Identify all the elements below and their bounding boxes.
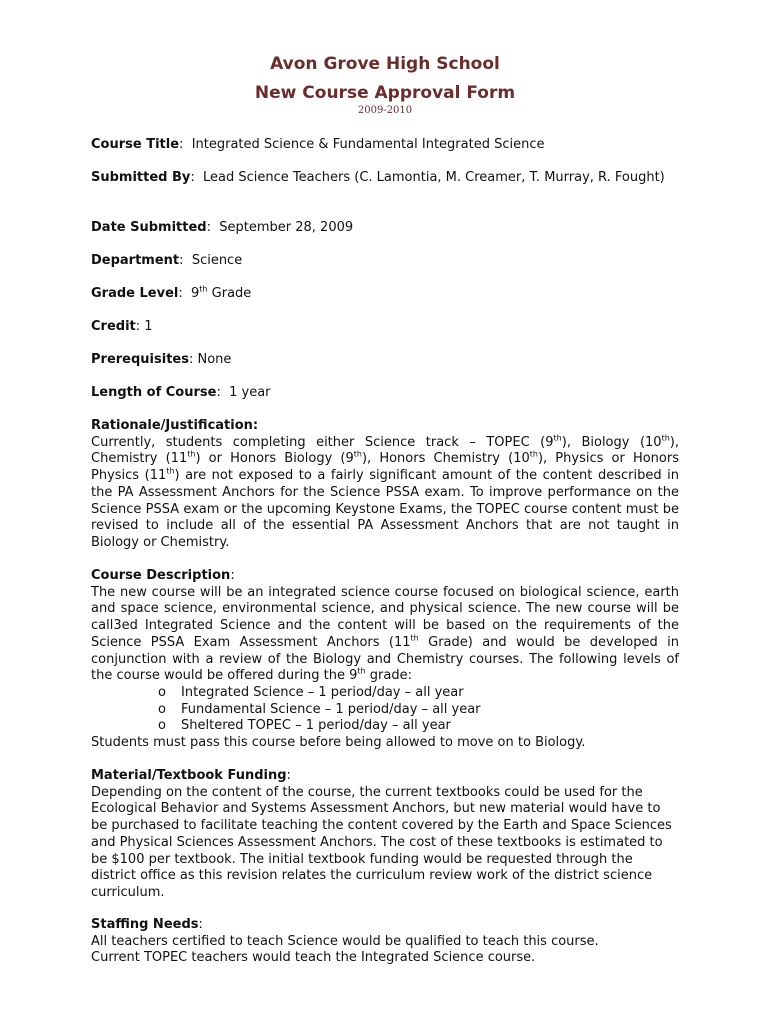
section-heading-line: Course Description: — [91, 568, 235, 583]
superscript: th — [661, 433, 670, 443]
staffing-section — [91, 917, 679, 967]
field-value: None — [197, 352, 232, 367]
superscript: th — [187, 450, 196, 460]
funding-section — [91, 768, 679, 902]
superscript: th — [353, 450, 362, 460]
length-field: Length of Course: 1 year — [91, 385, 271, 400]
credit-field: Credit: 1 — [91, 319, 153, 334]
course-levels-list — [91, 685, 679, 735]
text-run: ), Chemistry (11 — [91, 434, 680, 467]
bullet-marker: o — [158, 718, 166, 734]
date-submitted-field: Date Submitted: September 28, 2009 — [91, 220, 354, 235]
field-value: Lead Science Teachers (C. Lamontia, M. Creamer, T. Murray, R. Fought) — [203, 170, 665, 185]
section-body: Depending on the content of the course, the current textbooks could be used for the Ecological Behavior and Systems Assessment Anchors, but new material would have to be purchased to facilitate teaching the content covered by the Earth and Space Sciences and Physical Sciences Assessment Anchors. The cost of these textbooks is estimated to be $100 per textbook. The initial textbook funding would be requested through the district office as this revision relates the curriculum review work of the district science curriculum. — [91, 784, 672, 900]
superscript: th — [166, 466, 175, 476]
section-body — [91, 585, 679, 685]
submitted-by-field: Submitted By: Lead Science Teachers (C. Lamontia, M. Creamer, T. Murray, R. Fought) — [91, 170, 665, 185]
superscript: th — [529, 450, 538, 460]
section-heading: Staffing Needs — [91, 917, 199, 932]
list-item-text: Fundamental Science – 1 period/day – all year — [181, 701, 481, 717]
rationale-section — [91, 418, 679, 552]
staffing-line-2: Current TOPEC teachers would teach the Integrated Science course. — [91, 950, 536, 966]
text-run: ), Honors Chemistry (10 — [361, 451, 530, 467]
grade-level-field: Grade Level: 9th Grade — [91, 284, 252, 301]
superscript: th — [199, 284, 208, 294]
text-run: grade: — [365, 668, 412, 684]
superscript: th — [357, 666, 366, 676]
closing-line: Students must pass this course before being allowed to move on to Biology. — [91, 735, 586, 751]
text-run: Currently, students completing either Science track – TOPEC (9 — [91, 434, 554, 450]
field-value: 1 year — [229, 385, 271, 400]
section-heading: Course Description — [91, 568, 231, 583]
course-title-field: Course Title: Integrated Science & Fundamental Integrated Science — [91, 137, 545, 152]
field-value: September 28, 2009 — [219, 220, 354, 235]
field-label: Date Submitted — [91, 220, 207, 235]
list-item — [91, 718, 679, 735]
field-label: Submitted By — [91, 170, 191, 185]
department-field: Department: Science — [91, 253, 243, 268]
bullet-marker: o — [158, 684, 166, 700]
field-value: 1 — [144, 319, 153, 334]
field-label: Course Title — [91, 137, 180, 152]
text-run: ) or Honors Biology (9 — [195, 451, 354, 467]
list-item — [91, 702, 679, 719]
text-run: ) are not exposed to a fairly significant amount of the content described in the PA Assessment Anchors for the Science PSSA exam. To improve performance on the Science PSSA exam or the upcoming Keystone Exams, the TOPEC course content must be revised to include all of the essential PA Assessment Anchors that are not taught in Biology or Chemistry. — [91, 468, 679, 550]
list-item-text: Integrated Science – 1 period/day – all year — [181, 684, 464, 700]
text-run: Grade) and would be developed in conjunction with a review of the Biology and Chemistry courses. The following levels of the course would be offered during the 9 — [91, 634, 679, 684]
bullet-marker: o — [158, 701, 166, 717]
field-label: Grade Level — [91, 286, 179, 301]
superscript: th — [410, 633, 419, 643]
field-label: Prerequisites — [91, 352, 189, 367]
section-heading: Rationale/Justification: — [91, 418, 259, 433]
field-value: 9 — [191, 286, 200, 301]
field-label: Department — [91, 253, 180, 268]
field-value: Science — [191, 253, 243, 268]
staffing-line-1: All teachers certified to teach Science would be qualified to teach this course. — [91, 933, 599, 949]
description-section — [91, 568, 679, 752]
text-run: ), Biology (10 — [561, 434, 662, 450]
list-item — [91, 685, 679, 702]
section-heading-line: Material/Textbook Funding: — [91, 768, 291, 783]
document-header — [0, 53, 770, 117]
prerequisites-field: Prerequisites: None — [91, 352, 232, 367]
text-run: The new course will be an integrated science course focused on biological science, earth and space science, environmental science, and physical science. The new course will be call3ed Integrated Science and the content will be based on the requirements of the Science PSSA Exam Assessment Anchors (11 — [91, 584, 679, 650]
field-label: Credit — [91, 319, 136, 334]
school-year: 2009-2010 — [357, 105, 413, 116]
section-heading: Material/Textbook Funding — [91, 768, 287, 783]
field-label: Length of Course — [91, 385, 217, 400]
section-body — [91, 435, 679, 552]
form-title: New Course Approval Form — [254, 83, 516, 103]
section-heading-line: Staffing Needs: — [91, 917, 203, 932]
text-run: ), Physics or Honors Physics (11 — [91, 451, 679, 484]
list-item-text: Sheltered TOPEC – 1 period/day – all year — [181, 718, 451, 734]
field-value-suffix: Grade — [207, 286, 252, 301]
superscript: th — [553, 433, 562, 443]
school-name: Avon Grove High School — [270, 54, 500, 74]
field-value: Integrated Science & Fundamental Integrated Science — [191, 137, 545, 152]
